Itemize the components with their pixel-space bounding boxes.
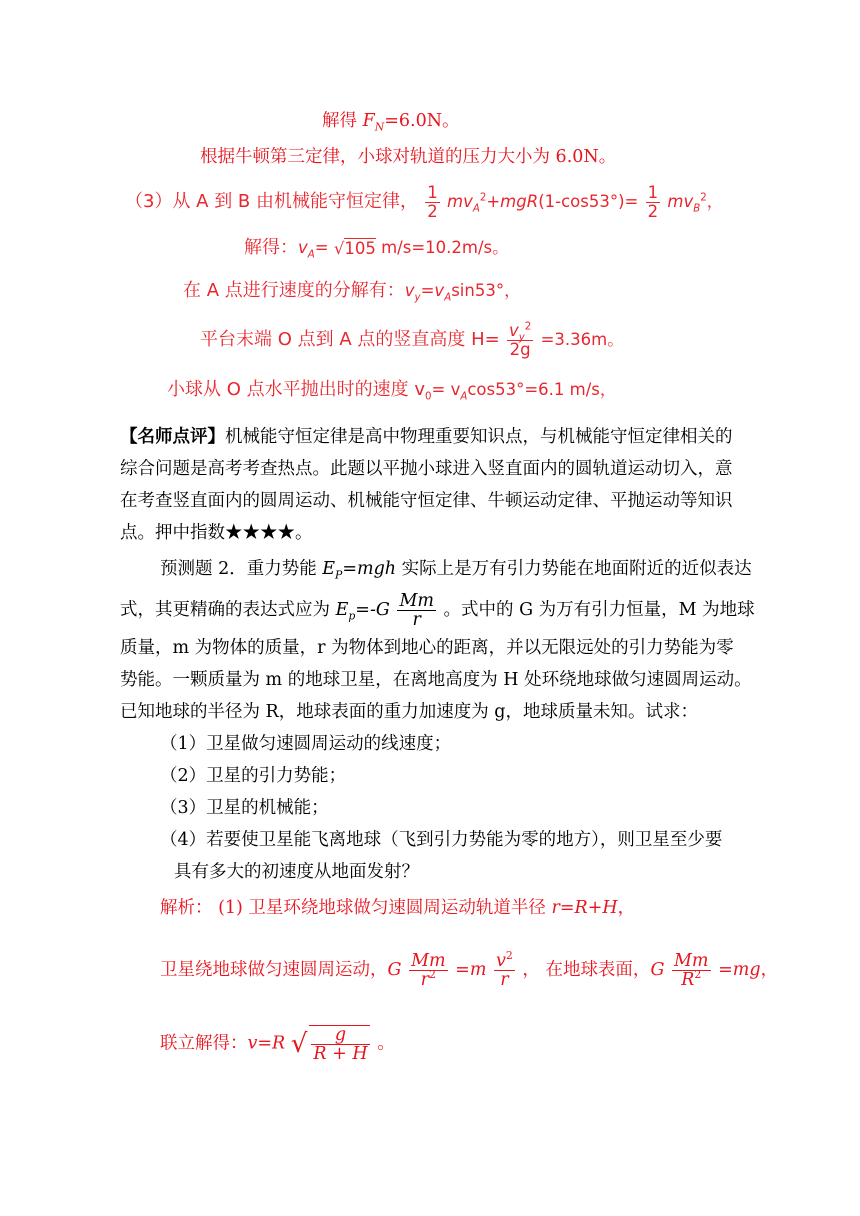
problem-line-5: 已知地球的半径为 R，地球表面的重力加速度为 g，地球质量未知。试求： xyxy=(120,702,699,722)
solution-line-1: 解析： (1) 卫星环绕地球做匀速圆周运动轨道半径 r=R+H， xyxy=(160,898,636,918)
teacher-comment-line-3: 在考查竖直面内的圆周运动、机械能守恒定律、牛顿运动定律、平抛运动等知识 xyxy=(120,491,733,511)
solution-line-2: 卫星绕地球做匀速圆周运动，G $\frac{Mm}{r^2}$ =m $\frac{v^2}{r}$ ， 在地球表面，G $\frac{Mm}{R^2}$ =mg， xyxy=(160,949,779,990)
sqrt-symbol: √ xyxy=(290,1029,308,1059)
answer-line-va: 解得：$v_A= √105$ m/s=10.2m/s。 xyxy=(244,237,509,261)
teacher-comment-line-4: 点。押中指数★★★★。 xyxy=(120,523,313,543)
question-4-line-2: 具有多大的初速度从地面发射？ xyxy=(174,862,419,882)
problem-line-4: 势能。一颗质量为 m 的地球卫星，在离地高度为 H 处环绕地球做匀速圆周运动。 xyxy=(120,670,752,690)
question-2: （2）卫星的引力势能； xyxy=(160,766,347,786)
teacher-comment-line-2: 综合问题是高考考查热点。此题以平抛小球进入竖直面内的圆轨道运动切入，意 xyxy=(120,459,733,479)
teacher-comment-line-1: 【名师点评】机械能守恒定律是高中物理重要知识点，与机械能守恒定律相关的 xyxy=(120,427,733,447)
answer-line-vy: 在 A 点进行速度的分解有：$v_y=v_A\sin 53^\circ$， xyxy=(183,280,521,304)
answer-line-v0: 小球从 O 点水平抛出时的速度 $v_0= v_A\cos 53^\circ=6.1$ m/s， xyxy=(167,379,617,403)
answer-line-fn: 解得 $F_N=6.0N$。 xyxy=(322,111,460,134)
problem-line-2: 式，其更精确的表达式应为 $E_p=-G$ $\frac{Mm}{r}$ 。式中的 G 为万有引力恒量，M 为地球 xyxy=(120,591,755,630)
sqrt-symbol: √105 xyxy=(333,238,376,258)
teacher-comment-label: 【名师点评】 xyxy=(120,427,225,447)
question-4-line-1: （4）若要使卫星能飞离地球（飞到引力势能为零的地方），则卫星至少要 xyxy=(160,830,723,850)
question-1: （1）卫星做匀速圆周运动的线速度； xyxy=(160,734,452,754)
problem-line-1: 预测题 2．重力势能 $E_P=mgh$ 实际上是万有引力势能在地面附近的近似表达 xyxy=(160,559,752,582)
answer-line-energy-conservation: （3）从 A 到 B 由机械能守恒定律， $\frac{1}{2}$ $mv_A^2+mgR(1-\cos 53^\circ)=$ $\frac{1}{2}$ $mv_B^2$， xyxy=(125,183,724,221)
question-3: （3）卫星的机械能； xyxy=(160,798,329,818)
solution-line-3: 联立解得：v=R √ $\frac{g}{R + H}$ 。 xyxy=(160,1025,395,1064)
answer-line-newton-third: 根据牛顿第三定律，小球对轨道的压力大小为 6.0N。 xyxy=(200,147,617,167)
problem-line-3: 质量，m 为物体的质量，r 为物体到地心的距离，并以无限远处的引力势能为零 xyxy=(120,638,734,658)
answer-line-height: 平台末端 O 点到 A 点的竖直高度 H= $\frac{v_y^2}{2g}$ =3.36m。 xyxy=(200,321,624,359)
